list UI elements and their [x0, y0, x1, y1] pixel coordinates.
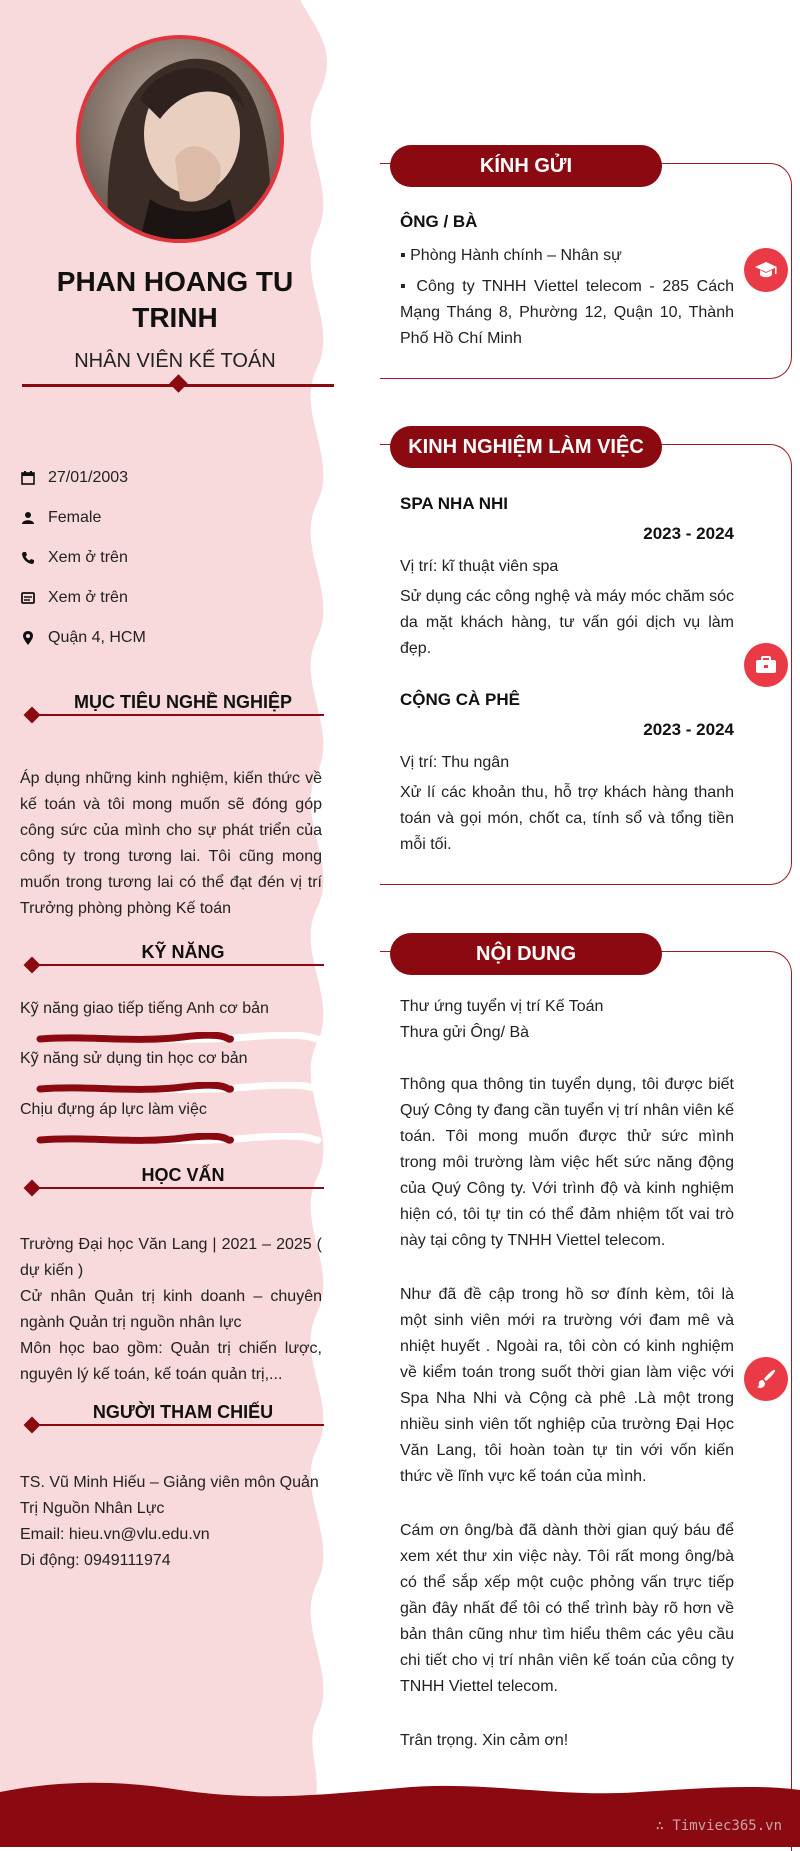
birthdate-text: 27/01/2003 [48, 469, 129, 486]
location-pin-icon [20, 630, 36, 646]
education-line: Trường Đại học Văn Lang | 2021 – 2025 ( dự kiến ) [20, 1236, 322, 1279]
skill-level-bar [36, 1133, 322, 1147]
portrait-photo [80, 39, 280, 239]
education-heading [22, 1163, 324, 1193]
references-heading-text: NGƯỜI THAM CHIẾU [92, 1402, 274, 1422]
education-heading-text: HỌC VẤN [141, 1165, 225, 1185]
contact-birthdate [20, 466, 128, 490]
job-period: 2023 - 2024 [643, 524, 734, 543]
user-icon [20, 510, 36, 526]
recipient-salutation: ÔNG / BÀ [400, 212, 478, 231]
letter-subject: Thư ứng tuyển vị trí Kế Toán [400, 998, 604, 1015]
experience-tab: KINH NGHIỆM LÀM VIỆC [390, 426, 662, 468]
contact-phone [20, 546, 128, 570]
education-details [20, 1232, 322, 1388]
content-tab: NỘI DUNG [390, 933, 662, 975]
letter-closing: Trân trọng. Xin cảm ơn! [400, 1732, 569, 1749]
footer-wave [0, 1780, 800, 1847]
mail-icon [20, 590, 36, 606]
contact-email [20, 586, 128, 610]
letter-paragraph: Thông qua thông tin tuyển dụng, tôi được biết Quý Công ty đang cần tuyển vị trí nhân viên kế toán. Tôi mong muốn được thử sức mình trong môi trường làm việc hết sức năng động của Quý Công ty. Với trình độ và kinh nghiệm hiện có, tôi tự tin có thể đảm nhiệm tốt vai trò này tại công ty TNHH Viettel telecom. [400, 1076, 734, 1249]
skill-label: Kỹ năng giao tiếp tiếng Anh cơ bản [20, 1000, 269, 1017]
skill-bar-fill [40, 1035, 230, 1039]
paintbrush-icon [744, 1357, 788, 1401]
recipient-tab: KÍNH GỬI [390, 145, 662, 187]
job-position: Vị trí: Thu ngân [400, 754, 510, 771]
recipient-company: ▪ Công ty TNHH Viettel telecom - 285 Cách Mạng Tháng 8, Phường 12, Quận 10, Thành Phố Hồ Chí Minh [400, 278, 734, 347]
phone-icon [20, 550, 36, 566]
name-line-1: PHAN HOANG TU [56, 266, 294, 297]
calendar-icon [20, 470, 36, 486]
email-text: Xem ở trên [48, 589, 128, 606]
recipient-department: ▪ Phòng Hành chính – Nhân sự [400, 247, 622, 264]
job-title: NHÂN VIÊN KẾ TOÁN [74, 350, 276, 372]
reference-line: Email: hieu.vn@vlu.edu.vn [20, 1526, 210, 1543]
letter-greeting: Thưa gửi Ông/ Bà [400, 1024, 530, 1041]
reference-line: TS. Vũ Minh Hiếu – Giảng viên môn Quản Trị Nguồn Nhân Lực [20, 1474, 319, 1517]
skill-bar-fill [40, 1085, 230, 1089]
objective-text: Áp dụng những kinh nghiệm, kiến thức về kế toán và tôi mong muốn sẽ đóng góp công sức của mình cho sự phát triển của công ty trong tương lai. Tôi cũng mong muốn trong tương lai có thể đạt đén vị trí Trưởng phòng phòng Kế toán [20, 770, 322, 917]
education-line: Môn học bao gồm: Quản trị chiến lược, nguyên lý kế toán, kế toán quản trị,... [20, 1340, 322, 1383]
letter-paragraph: Như đã đề cập trong hồ sơ đính kèm, tôi là một sinh viên mới ra trường với đam mê và nhiệt huyết . Ngoài ra, tôi còn có kinh nghiệm về kiểm toán trong suốt thời gian làm việc với Spa Nha Nhi và Cộng cà phê .Là một trong nhiều sinh viên tốt nghiệp của trường Đại Học Văn Lang, tôi hoàn toàn tự tin với vốn kiến thức về lĩnh vực kế toán của mình. [400, 1286, 734, 1485]
skill-level-bar [36, 1082, 322, 1096]
skill-bar-fill [40, 1136, 230, 1140]
education-line: Cử nhân Quản trị kinh doanh – chuyên ngành Quản trị nguồn nhân lực [20, 1288, 322, 1331]
skill-level-bar [36, 1032, 322, 1046]
skill-label: Kỹ năng sử dụng tin học cơ bản [20, 1050, 248, 1067]
job-company: SPA NHA NHI [400, 494, 508, 513]
skill-label: Chịu đựng áp lực làm việc [20, 1101, 207, 1118]
name-line-2: TRINH [132, 302, 218, 333]
phone-text: Xem ở trên [48, 549, 128, 566]
letter-intro [400, 994, 734, 1046]
reference-details [20, 1470, 322, 1574]
letter-paragraph: Cám ơn ông/bà đã dành thời gian quý báu để xem xét thư xin việc này. Tôi rất mong ông/bà có thể sắp xếp một cuộc phỏng vấn trực tiếp gần đây nhất để tôi có thể trình bày rõ hơn về bản thân cũng như tìm hiểu thêm các yêu cầu chi tiết cho vị trí nhân viên kế toán của công ty TNHH Viettel telecom. [400, 1522, 734, 1695]
objective-heading-text: MỤC TIÊU NGHỀ NGHIỆP [73, 692, 292, 712]
objective-heading [22, 690, 324, 720]
avatar [76, 35, 284, 243]
skills-heading [22, 940, 324, 970]
graduation-cap-icon [744, 248, 788, 292]
address-text: Quận 4, HCM [48, 629, 146, 646]
watermark: ∴ Timviec365.vn [655, 1818, 782, 1834]
references-heading [22, 1400, 324, 1430]
job-description: Sử dụng các công nghệ và máy móc chăm sóc da mặt khách hàng, tư vấn gói dịch vụ làm đẹp. [400, 588, 734, 657]
contact-address [20, 626, 146, 650]
reference-line: Di động: 0949111974 [20, 1552, 171, 1569]
job-position: Vị trí: kĩ thuật viên spa [400, 558, 559, 575]
gender-text: Female [48, 509, 102, 526]
contact-gender [20, 506, 101, 530]
job-description: Xử lí các khoản thu, hỗ trợ khách hàng thanh toán và gọi món, chốt ca, tính sổ và tổng tiền mỗi tối. [400, 784, 734, 853]
briefcase-icon [744, 643, 788, 687]
candidate-name [20, 264, 330, 336]
job-company: CỘNG CÀ PHÊ [400, 690, 520, 709]
job-period: 2023 - 2024 [643, 720, 734, 739]
skills-heading-text: KỸ NĂNG [141, 942, 225, 962]
